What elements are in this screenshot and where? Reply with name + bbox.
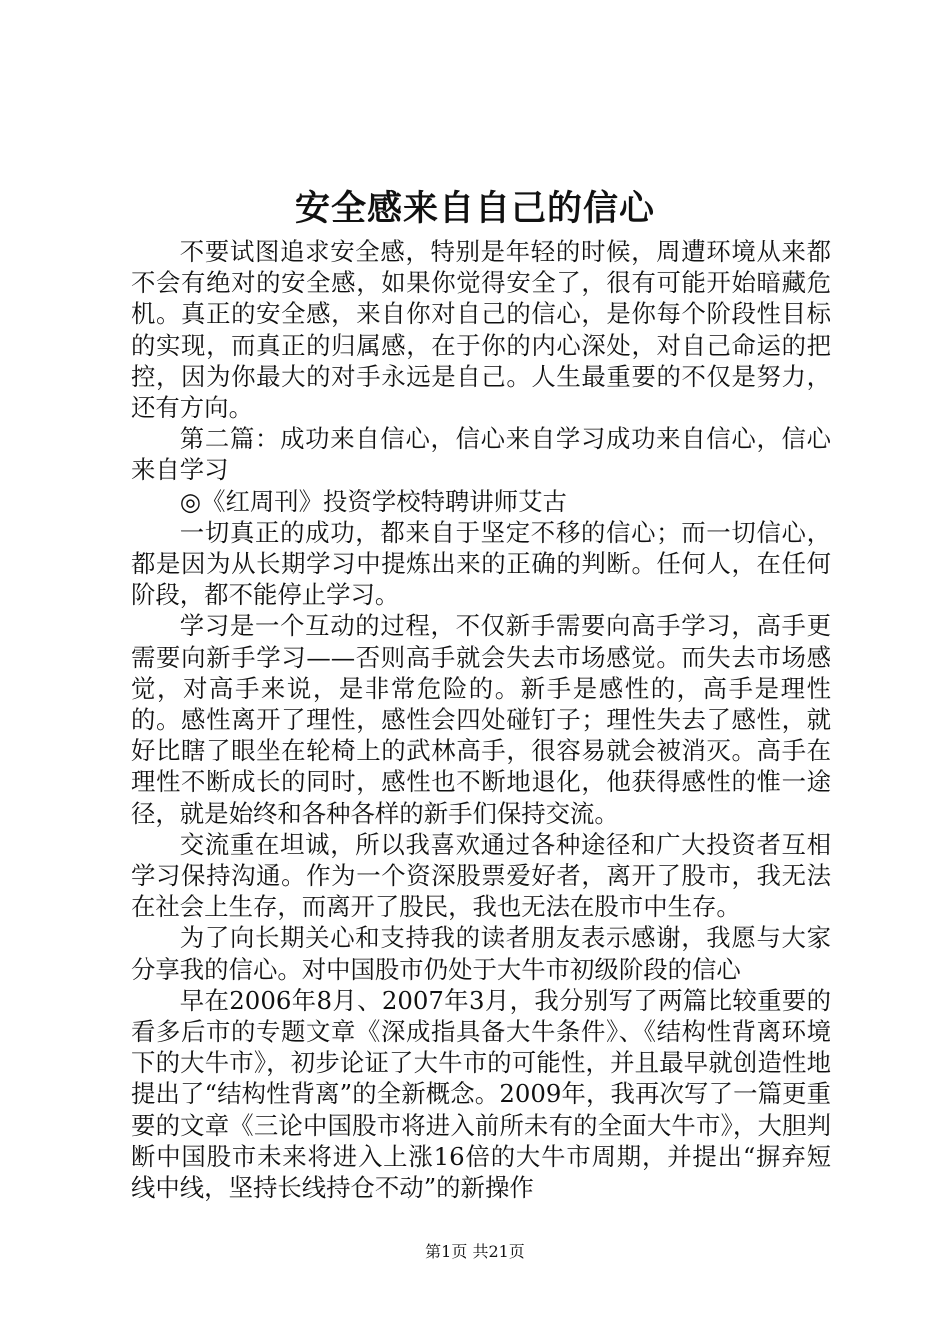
- paragraph-chapter-heading: 第二篇：成功来自信心，信心来自学习成功来自信心，信心来自学习: [131, 424, 831, 485]
- paragraph-learning: 学习是一个互动的过程，不仅新手需要向高手学习，高手更需要向新手学习——否则高手就会失去市场感觉。而失去市场感觉，对高手来说，是非常危险的。新手是感性的，高手是理性的。感性离开了理性，感性会四处碰钉子；理性失去了感性，就好比瞎了眼坐在轮椅上的武林高手，很容易就会被消灭。高手在理性不断成长的同时，感性也不断地退化，他获得感性的惟一途径，就是始终和各种各样的新手们保持交流。: [131, 611, 831, 828]
- paragraph-gratitude: 为了向长期关心和支持我的读者朋友表示感谢，我愿与大家分享我的信心。对中国股市仍处于大牛市初级阶段的信心: [131, 923, 831, 984]
- document-title: 安全感来自自己的信心: [294, 188, 655, 229]
- paragraph-success: 一切真正的成功，都来自于坚定不移的信心；而一切信心，都是因为从长期学习中提炼出来的正确的判断。任何人，在任何阶段，都不能停止学习。: [131, 517, 831, 610]
- paragraph-history: 早在2006年8月、2007年3月，我分别写了两篇比较重要的看多后市的专题文章《深成指具备大牛条件》、《结构性背离环境下的大牛市》，初步论证了大牛市的可能性，并且最早就创造性地提出了“结构性背离”的全新概念。2009年，我再次写了一篇更重要的文章《三论中国股市将进入前所未有的全面大牛市》，大胆判断中国股市未来将进入上涨16倍的大牛市周期，并提出“摒弃短线中线，坚持长线持仓不动”的新操作: [131, 985, 831, 1203]
- page-footer: 第1页 共21页: [425, 1242, 525, 1261]
- paragraph-communication: 交流重在坦诚，所以我喜欢通过各种途径和广大投资者互相学习保持沟通。作为一个资深股票爱好者，离开了股市，我无法在社会上生存，而离开了股民，我也无法在股市中生存。: [131, 829, 831, 922]
- document-body: [131, 236, 831, 1203]
- paragraph-author-line: ◎《红周刊》投资学校特聘讲师艾古: [179, 486, 567, 516]
- paragraph-intro: 不要试图追求安全感，特别是年轻的时候，周遭环境从来都不会有绝对的安全感，如果你觉得安全了，很有可能开始暗藏危机。真正的安全感，来自你对自己的信心，是你每个阶段性目标的实现，而真正的归属感，在于你的内心深处，对自己命运的把控，因为你最大的对手永远是自己。人生最重要的不仅是努力，还有方向。: [131, 237, 831, 423]
